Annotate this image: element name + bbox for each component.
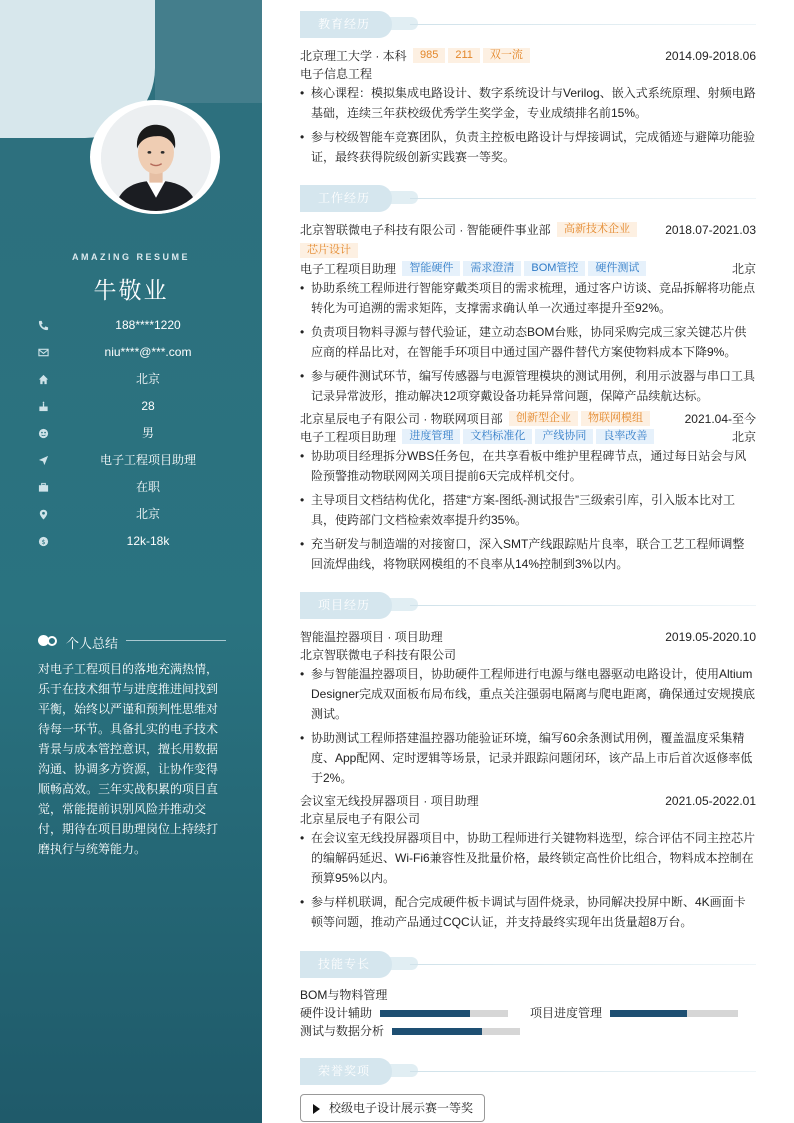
location-pin-icon [38, 509, 49, 520]
project-row [300, 793, 756, 809]
list-item: • 主导项目文档结构优化，搭建“方案-图纸-测试报告”三级索引库，引入版本比对工具，使跨部门文档检索效率提升约35%。 [300, 490, 756, 530]
skill-bar [610, 1010, 738, 1017]
job-company-tag-row [300, 243, 756, 259]
project-company: 北京星辰电子有限公司 [300, 812, 421, 826]
svg-text:$: $ [41, 537, 46, 546]
summary-heading [38, 632, 226, 650]
list-item: • 负责项目物料寻源与替代验证，建立动态BOM台账，协同采购完成三家关键芯片供应商的样品比对，在智能手环项目中通过国产器件替代方案使物料成本下降9%。 [300, 322, 756, 362]
skill-item [530, 1005, 756, 1021]
list-item: • 充当研发与制造端的对接窗口，深入SMT产线跟踪贴片良率，联合工艺工程师调整回流焊曲线，将物联网模组的不良率从14%控制到3%以内。 [300, 534, 756, 574]
skill-item [300, 1023, 530, 1039]
contact-value: 28 [141, 399, 155, 413]
project-date: 2019.05-2020.10 [665, 630, 756, 644]
ring-icon [47, 636, 57, 646]
briefcase-icon [38, 482, 49, 493]
section-header-work [300, 185, 756, 213]
company-tag: 创新型企业 [509, 411, 578, 426]
contact-location [38, 507, 228, 525]
contact-value: 188****1220 [115, 318, 181, 332]
company-tag: 高新技术企业 [557, 222, 637, 237]
project-bullets [300, 664, 756, 792]
job-company-row [300, 222, 756, 238]
job-bullets [300, 446, 756, 578]
skill-bar [392, 1028, 520, 1035]
project-name: 会议室无线投屏器项目 · 项目助理 [300, 794, 479, 808]
skill-bar-fill [380, 1010, 470, 1017]
contact-value: 12k-18k [126, 534, 170, 548]
role-tag: 文档标准化 [463, 429, 532, 444]
contact-phone [38, 318, 228, 336]
job-role: 电子工程项目助理 [300, 262, 397, 276]
section-title: 工作经历 [300, 185, 392, 212]
job-date: 2018.07-2021.03 [665, 223, 756, 237]
salary-icon [38, 536, 49, 547]
job-city: 北京 [731, 430, 756, 444]
summary-text: 对电子工程项目的落地充满热情，乐于在技术细节与进度推进间找到平衡，始终以严谨和预判性思维对待每一环节。具备扎实的电子技术背景与成本管控意识，擅长用数据沟通、协调多方资源，让协作变得顺畅高效。三年实战积累的项目直觉，常能提前识别风险并推动交付，期待在项目助理岗位上持续打磨执行与统筹能力。 [38, 662, 219, 856]
contact-salary [38, 534, 228, 552]
education-bullets [300, 83, 756, 171]
header-line [410, 1071, 756, 1072]
project-row [300, 629, 756, 645]
list-item: • 协助测试工程师搭建温控器功能验证环境，编写60余条测试用例，覆盖温度采集精度、App配网、定时逻辑等场景，记录并跟踪问题闭环，该产品上市后首次返修率低于2%。 [300, 728, 756, 788]
company-name: 北京星辰电子有限公司 · 物联网项目部 [300, 412, 503, 426]
list-item: • 核心课程：模拟集成电路设计、数字系统设计与Verilog、嵌入式系统原理、射频电路基础，连续三年获校级优秀学生奖学金，专业成绩排名前15%。 [300, 83, 756, 123]
award-label: 校级电子设计展示赛一等奖 [329, 1101, 474, 1115]
role-tag: 硬件测试 [588, 261, 646, 276]
email-icon [38, 347, 49, 358]
job-bullets [300, 278, 756, 410]
home-icon [38, 374, 49, 385]
list-item: • 参与校级智能车竞赛团队，负责主控板电路设计与焊接调试，完成循迹与避障功能验证，最终获得院级创新实践赛一等奖。 [300, 127, 756, 167]
list-item: • 协助项目经理拆分WBS任务包，在共享看板中维护里程碑节点，通过每日站会与风险预警推动物联网网关项目提前6天完成样机交付。 [300, 446, 756, 486]
skill-item [300, 1005, 520, 1021]
school-tag: 211 [448, 48, 480, 63]
summary-title: 个人总结 [66, 636, 119, 651]
school-tag: 双一流 [483, 48, 530, 63]
list-item: • 参与智能温控器项目，协助硬件工程师进行电源与继电器驱动电路设计，使用Altium Designer完成双面板布局布线，重点关注强弱电隔离与爬电距离，确保通过安规摸底测试。 [300, 664, 756, 724]
skill-name: 测试与数据分析 [300, 1024, 385, 1038]
contact-gender [38, 426, 228, 444]
contact-value: niu****@***.com [104, 345, 192, 359]
avatar [98, 102, 214, 214]
header-line [410, 964, 756, 965]
role-tag: BOM管控 [524, 261, 585, 276]
resume-tagline: AMAZING RESUME [72, 252, 190, 262]
skill-name: 硬件设计辅助 [300, 1006, 373, 1020]
section-header-projects [300, 592, 756, 620]
skill-item [300, 987, 500, 1003]
job-role-row [300, 261, 756, 277]
sidebar [0, 0, 262, 1123]
skill-name: BOM与物料管理 [300, 988, 388, 1002]
section-header-awards [300, 1058, 756, 1086]
skill-bar-fill [392, 1028, 482, 1035]
job-date: 2021.04-至今 [684, 412, 756, 426]
company-name: 北京智联微电子科技有限公司 · 智能硬件事业部 [300, 223, 551, 237]
contact-value: 电子工程项目助理 [99, 453, 196, 467]
section-header-education [300, 11, 756, 39]
award-item[interactable] [300, 1094, 485, 1122]
gender-icon [38, 428, 49, 439]
contact-value: 北京 [135, 372, 160, 386]
project-date: 2021.05-2022.01 [665, 794, 756, 808]
phone-icon [38, 320, 49, 331]
job-company-row [300, 411, 756, 427]
contact-position [38, 453, 228, 471]
contact-value: 男 [141, 426, 154, 440]
divider [126, 640, 226, 641]
school-name: 北京理工大学 · 本科 [300, 49, 407, 63]
major: 电子信息工程 [300, 67, 373, 81]
job-city: 北京 [731, 262, 756, 276]
contact-value: 在职 [135, 480, 160, 494]
skill-bar [380, 1010, 508, 1017]
role-tag: 良率改善 [596, 429, 654, 444]
section-title: 教育经历 [300, 11, 392, 38]
contact-value: 北京 [135, 507, 160, 521]
contact-email [38, 345, 228, 363]
list-item: • 在会议室无线投屏器项目中，协助工程师进行关键物料选型，综合评估不同主控芯片的编解码延迟、Wi-Fi6兼容性及批量价格，最终锁定高性价比组合，物料成本控制在预算95%以内。 [300, 828, 756, 888]
skill-name: 项目进度管理 [530, 1006, 603, 1020]
header-line [410, 198, 756, 199]
role-tag: 进度管理 [402, 429, 460, 444]
company-tag: 物联网模组 [581, 411, 650, 426]
school-tag: 985 [413, 48, 445, 63]
decorative-shape [155, 0, 262, 103]
company-tag: 芯片设计 [300, 243, 358, 258]
play-triangle-icon [313, 1104, 320, 1114]
project-bullets [300, 828, 756, 936]
section-header-skills [300, 951, 756, 979]
role-tag: 产线协同 [535, 429, 593, 444]
section-title: 技能专长 [300, 951, 392, 978]
education-row [300, 48, 756, 64]
project-name: 智能温控器项目 · 项目助理 [300, 630, 443, 644]
list-item: • 参与硬件测试环节，编写传感器与电源管理模块的测试用例，利用示波器与串口工具记录异常波形，推动解决12项穿戴设备功耗异常问题，保障产品续航达标。 [300, 366, 756, 406]
education-date: 2014.09-2018.06 [665, 49, 756, 63]
contact-status [38, 480, 228, 498]
avatar-portrait-icon [101, 105, 211, 211]
skill-bar-fill [610, 1010, 687, 1017]
job-role: 电子工程项目助理 [300, 430, 397, 444]
send-icon [38, 455, 49, 466]
candidate-name: 牛敬业 [93, 277, 169, 303]
list-item: • 参与样机联调，配合完成硬件板卡调试与固件烧录，协同解决投屏中断、4K画面卡顿等问题，推动产品通过CQC认证，并支持最终实现年出货量超8万台。 [300, 892, 756, 932]
cake-icon [38, 401, 49, 412]
contact-age [38, 399, 228, 417]
job-role-row [300, 429, 756, 445]
header-line [410, 24, 756, 25]
role-tag: 需求澄清 [463, 261, 521, 276]
list-item: • 协助系统工程师进行智能穿戴类项目的需求梳理，通过客户访谈、竞品拆解将功能点转化为可追溯的需求矩阵，支撑需求确认单一次通过率提升至92%。 [300, 278, 756, 318]
role-tag: 智能硬件 [402, 261, 460, 276]
section-title: 荣誉奖项 [300, 1058, 392, 1085]
header-line [410, 605, 756, 606]
section-title: 项目经历 [300, 592, 392, 619]
contact-home [38, 372, 228, 390]
project-company: 北京智联微电子科技有限公司 [300, 648, 457, 662]
